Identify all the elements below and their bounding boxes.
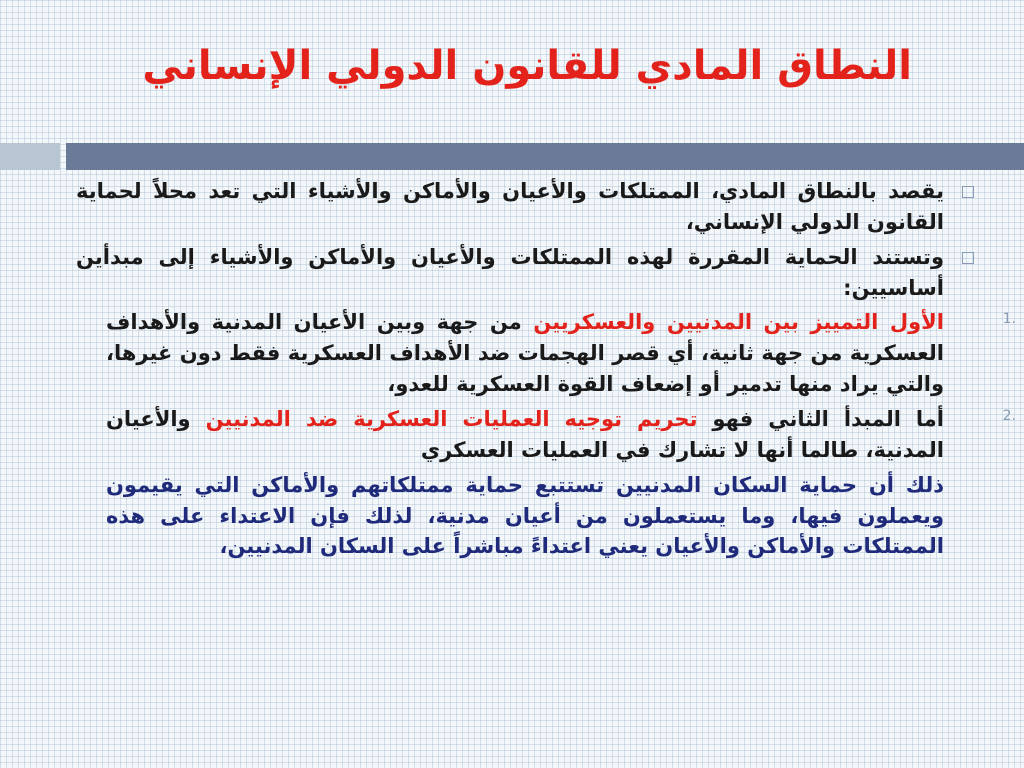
slide-content: [76, 176, 1016, 566]
second-principle-text-after: والأعيان المدنية، طالما أنها لا تشارك في العمليات العسكري: [106, 407, 944, 462]
conclusion-text: ذلك أن حماية السكان المدنيين تستتبع حماية ممتلكاتهم والأماكن التي يقيمون ويعملون فيها، وما يستعملون من أعيان مدنية، لذلك فإن الاعتداء على هذه الممتلكات والأماكن والأعيان يعني اعتداءً مباشراً على السكان المدنيين،: [106, 472, 944, 559]
list-number: 1.: [1002, 311, 1016, 328]
second-principle-text-before: أما المبدأ الثاني فهو: [697, 407, 944, 432]
list-number: 2.: [1002, 408, 1016, 425]
numbered-paragraph-second-principle: [106, 404, 1016, 466]
bullet-paragraph-principles: [76, 242, 944, 304]
bullet-paragraph-definition: [76, 176, 944, 238]
first-principle-highlight: الأول التمييز بين المدنيين والعسكريين: [533, 310, 944, 335]
second-principle-highlight: تحريم توجيه العمليات العسكرية ضد المدنيين: [205, 407, 698, 432]
first-principle-text: من جهة وبين الأعيان المدنية والأهداف العسكرية من جهة ثانية، أي قصر الهجمات ضد الأهداف العسكرية فقط دون غيرها، والتي يراد منها تدمير أو إضعاف القوة العسكرية للعدو،: [106, 310, 944, 397]
square-bullet-icon: [962, 252, 974, 264]
title-divider-bar: [66, 143, 1024, 170]
title-divider-accent: [0, 143, 60, 170]
numbered-paragraph-first-principle: [106, 307, 1016, 400]
square-bullet-icon: [962, 186, 974, 198]
definition-text: يقصد بالنطاق المادي، الممتلكات والأعيان والأماكن والأشياء التي تعد محلاً لحماية القانون الدولي الإنساني،: [76, 179, 944, 234]
principles-intro-text: وتستند الحماية المقررة لهذه الممتلكات والأعيان والأماكن والأشياء إلى مبدأين أساسيين:: [76, 244, 944, 300]
conclusion-paragraph: [106, 470, 944, 563]
slide-title: النطاق المادي للقانون الدولي الإنساني: [142, 43, 912, 89]
